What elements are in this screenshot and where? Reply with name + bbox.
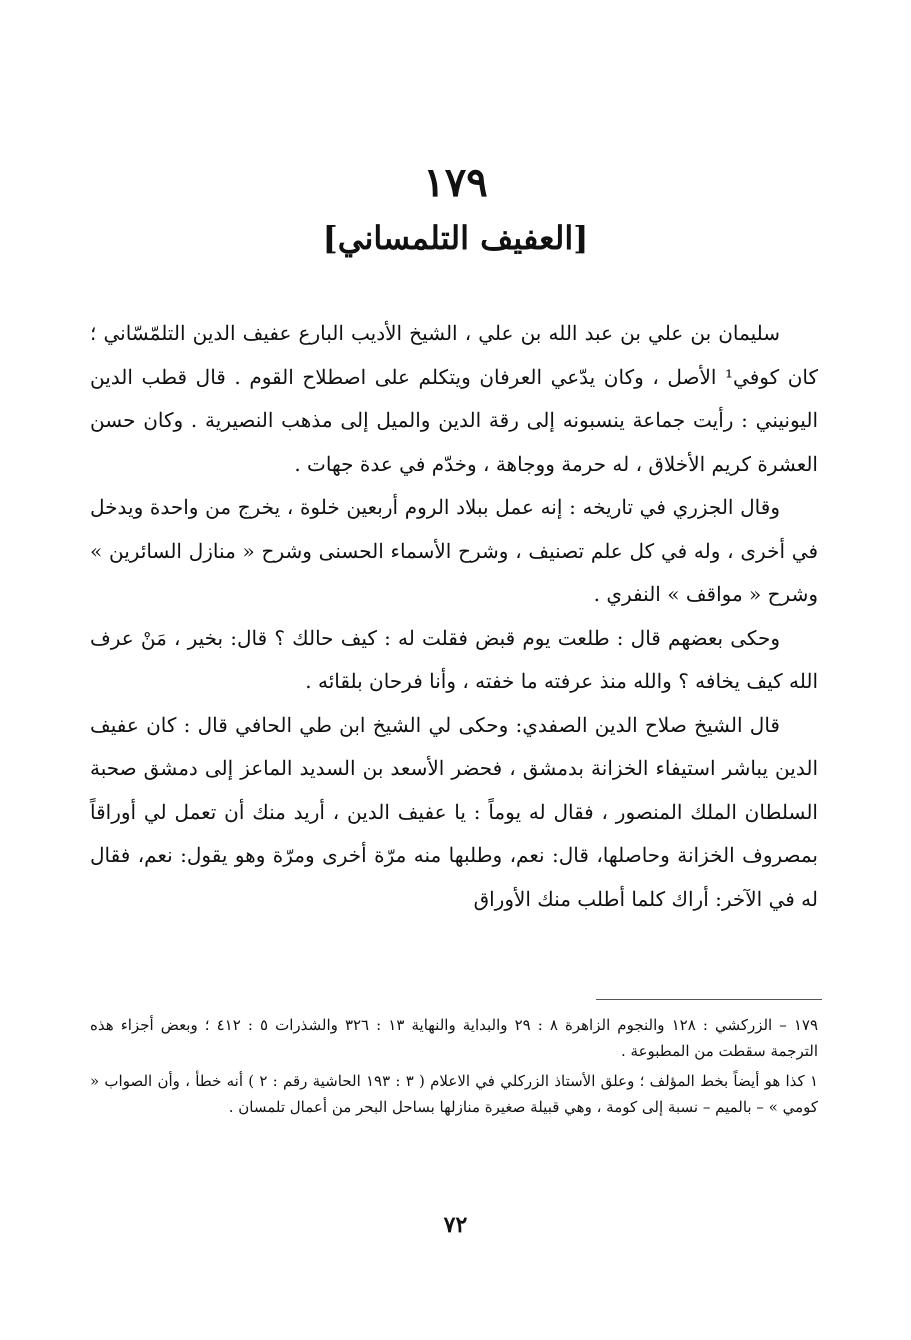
page-number: ٧٢ [443, 1212, 468, 1238]
body-paragraph: قال الشيخ صلاح الدين الصفدي: وحكى لي الشيخ ابن طي الحافي قال : كان عفيف الدين يباشر استيفاء الخزانة بدمشق ، فحضر الأسعد بن السديد الماعز إلى دمشق صحبة السلطان الملك المنصور ، فقال له يوماً : يا عفيف الدين ، أريد منك أن تعمل لي أوراقاً بمصروف الخزانة وحاصلها، قال: نعم، وطلبها منه مرّة أخرى ومرّة وهو يقول: نعم، فقال له في الآخر: أراك كلما أطلب منك الأوراق [90, 712, 818, 911]
body-paragraph: وحكى بعضهم قال : طلعت يوم قبض فقلت له : كيف حالك ؟ قال: بخير ، مَنْ عرف الله كيف يخافه ؟ والله منذ عرفته ما خفته ، وأنا فرحان بلقائه . [90, 625, 818, 693]
entry-number: ١٧٩ [423, 159, 488, 206]
footnotes [90, 1012, 818, 1124]
body-text [90, 312, 818, 921]
footnote: ١٧٩ – الزركشي : ١٢٨ والنجوم الزاهرة ٨ : ٢٩ والبداية والنهاية ١٣ : ٣٢٦ والشذرات ٥ : ٤١٢ ؛ وبعض أجزاء هذه الترجمة سقطت من المطبوعة . [90, 1016, 819, 1060]
body-paragraph: سليمان بن علي بن عبد الله بن علي ، الشيخ الأديب البارع عفيف الدين التلمّسّاني ؛ كان كوفي¹ الأصل ، وكان يدّعي العرفان ويتكلم على اصطلاح القوم . قال قطب الدين اليونيني : رأيت جماعة ينسبونه إلى رقة الدين والميل إلى مذهب النصيرية . وكان حسن العشرة كريم الأخلاق ، له حرمة ووجاهة ، وخدّم في عدة جهات . [90, 321, 818, 476]
body-paragraph: وقال الجزري في تاريخه : إنه عمل ببلاد الروم أربعين خلوة ، يخرج من واحدة ويدخل في أخرى ، وله في كل علم تصنيف ، وشرح الأسماء الحسنى وشرح « منازل السائرين » وشرح « مواقف » النفري . [90, 495, 818, 606]
footnote: ١ كذا هو أيضاً بخط المؤلف ؛ وعلق الأستاذ الزركلي في الاعلام ( ٣ : ١٩٣ الحاشية رقم : ٢ ) أنه خطأ ، وأن الصواب « كومي » – بالميم – نسبة إلى كومة ، وهي قبيلة صغيرة منازلها بساحل البحر من أعمال تلمسان . [90, 1072, 819, 1116]
entry-title: [العفيف التلمساني] [322, 219, 589, 257]
footnote-divider [596, 999, 822, 1000]
